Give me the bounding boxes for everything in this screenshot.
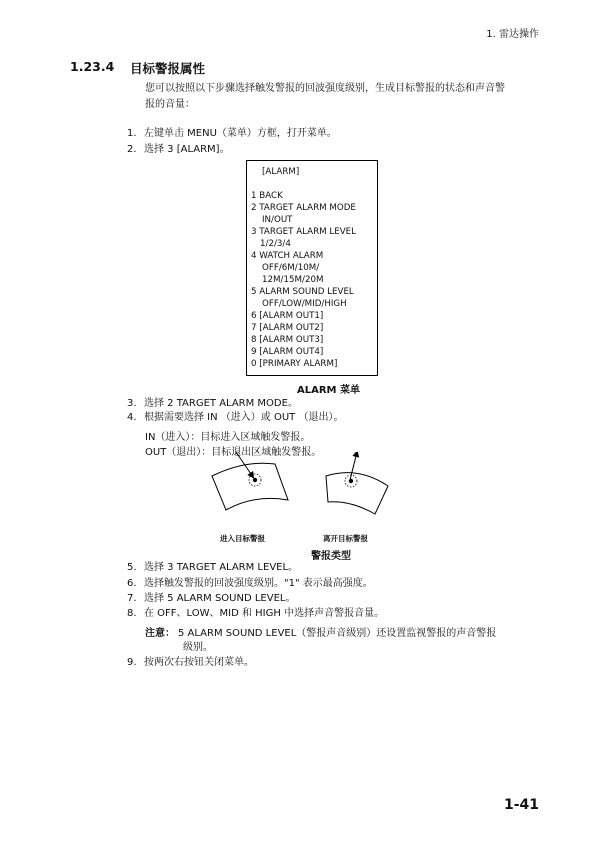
step-2 (127, 143, 527, 157)
out-description: OUT（退出）：目标退出区域触发警报。 (145, 447, 322, 458)
alarm-menu-box (246, 160, 378, 376)
step-text: 按两次右按钮关闭菜单。 (144, 657, 254, 668)
menu-caption: ALARM 菜单 (297, 385, 360, 396)
step-number: 5. (127, 562, 137, 573)
intro-line: 您可以按照以下步骤选择触发警报的回波强度级别，生成目标警报的状态和声音警 (145, 83, 505, 94)
menu-line: 5 ALARM SOUND LEVEL (251, 287, 354, 297)
step-text: 选择 5 ALARM SOUND LEVEL。 (144, 593, 296, 604)
step-text: 根据需要选择 IN （进入）或 OUT （退出）。 (144, 412, 344, 423)
step-text: 左键单击 MENU（菜单）方框，打开菜单。 (144, 128, 337, 139)
menu-line: OFF/LOW/MID/HIGH (262, 299, 347, 309)
menu-line: 12M/15M/20M (262, 275, 324, 285)
note-text: 5 ALARM SOUND LEVEL（警报声音级别）还设置监视警报的声音警报 (178, 628, 497, 639)
step-4 (127, 411, 527, 425)
step-number: 1. (127, 128, 137, 139)
step-5 (127, 561, 527, 575)
step-number: 2. (127, 144, 137, 155)
menu-line: 7 [ALARM OUT2] (251, 323, 324, 333)
intro-line: 报的音量： (145, 99, 195, 110)
step-6 (127, 577, 527, 591)
running-header: 1. 雷达操作 (486, 29, 539, 40)
in-zone-shape (212, 463, 288, 510)
menu-line: 3 TARGET ALARM LEVEL (251, 227, 357, 237)
step-3 (127, 397, 527, 411)
step-text: 选择 3 [ALARM]。 (144, 144, 230, 155)
in-description: IN（进入）：目标进入区域触发警报。 (145, 432, 311, 443)
step-text: 选择 3 TARGET ALARM LEVEL。 (144, 562, 299, 573)
page-number: 1-41 (503, 797, 539, 813)
menu-line: 2 TARGET ALARM MODE (251, 203, 356, 213)
menu-line: IN/OUT (262, 215, 293, 225)
section-number: 1.23.4 (70, 59, 115, 74)
note-text-continued: 级别。 (183, 642, 213, 653)
menu-line: 9 [ALARM OUT4] (251, 347, 324, 357)
step-text: 选择触发警报的回波强度级别。"1" 表示最高强度。 (144, 578, 373, 589)
menu-line: 8 [ALARM OUT3] (251, 335, 324, 345)
step-8 (127, 607, 527, 621)
figure-label-out: 离开目标警报 (323, 534, 368, 543)
step-text: 选择 2 TARGET ALARM MODE。 (144, 398, 298, 409)
menu-line: 0 [PRIMARY ALARM] (251, 359, 338, 369)
step-7 (127, 592, 527, 606)
step-number: 9. (127, 657, 137, 668)
step-number: 6. (127, 578, 137, 589)
menu-line: OFF/6M/10M/ (262, 263, 320, 273)
step-number: 3. (127, 398, 137, 409)
menu-line: [ALARM] (262, 167, 300, 177)
target-dot-icon (253, 478, 257, 482)
alarm-type-diagram (200, 452, 400, 518)
menu-line: 1 BACK (251, 191, 283, 201)
menu-line: 6 [ALARM OUT1] (251, 311, 324, 321)
step-number: 4. (127, 412, 137, 423)
menu-line: 1/2/3/4 (260, 239, 291, 249)
step-1 (127, 127, 527, 141)
out-zone-shape (326, 473, 388, 514)
step-9 (127, 656, 527, 670)
section-title: 目标警报属性 (130, 61, 206, 76)
menu-line: 4 WATCH ALARM (251, 251, 324, 261)
figure-label-in: 进入目标警报 (220, 534, 265, 543)
note-label: 注意： (145, 628, 175, 639)
step-number: 8. (127, 608, 137, 619)
step-number: 7. (127, 593, 137, 604)
target-dot-icon (349, 479, 353, 483)
intro-paragraph (145, 81, 540, 113)
figure-caption: 警报类型 (311, 551, 351, 562)
step-text: 在 OFF、LOW、MID 和 HIGH 中选择声音警报音量。 (144, 608, 385, 619)
